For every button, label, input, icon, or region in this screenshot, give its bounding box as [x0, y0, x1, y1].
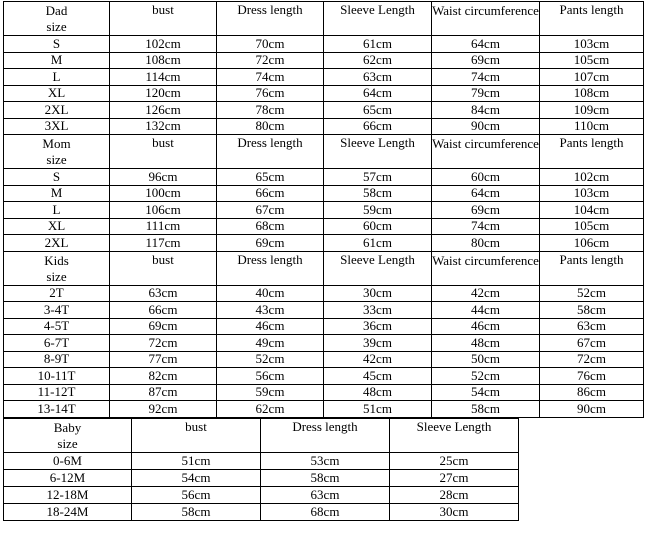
- table-row: [4, 202, 644, 219]
- baby-size-table: [3, 418, 519, 521]
- measurement-cell: 42cm: [432, 285, 540, 302]
- size-cell: L: [4, 202, 110, 219]
- mom-size-label: [4, 135, 110, 169]
- measurement-cell: 63cm: [110, 285, 217, 302]
- measurement-cell: 64cm: [432, 185, 540, 202]
- dad-label-line1: Dad: [45, 3, 68, 18]
- measurement-cell: 53cm: [261, 452, 390, 469]
- measurement-cell: 64cm: [432, 36, 540, 53]
- measurement-cell: 114cm: [110, 69, 217, 86]
- measurement-cell: 51cm: [132, 452, 261, 469]
- table-row: [4, 52, 644, 69]
- measurement-cell: 62cm: [217, 401, 324, 418]
- measurement-cell: 120cm: [110, 85, 217, 102]
- measurement-cell: 79cm: [432, 85, 540, 102]
- measurement-cell: 59cm: [324, 202, 432, 219]
- measurement-cell: 68cm: [217, 218, 324, 235]
- measurement-cell: 58cm: [324, 185, 432, 202]
- column-header: Sleeve Length: [324, 135, 432, 169]
- measurement-cell: 39cm: [324, 335, 432, 352]
- table-row: [4, 185, 644, 202]
- measurement-cell: 63cm: [540, 318, 644, 335]
- column-header: bust: [132, 418, 261, 452]
- measurement-cell: 46cm: [432, 318, 540, 335]
- column-header: Dress length: [217, 251, 324, 285]
- column-header: Sleeve Length: [324, 251, 432, 285]
- measurement-cell: 62cm: [324, 52, 432, 69]
- measurement-cell: 44cm: [432, 302, 540, 319]
- column-header: Dress length: [261, 418, 390, 452]
- baby-label-line2: size: [57, 435, 78, 451]
- size-cell: S: [4, 169, 110, 186]
- measurement-cell: 69cm: [217, 235, 324, 252]
- measurement-cell: 36cm: [324, 318, 432, 335]
- size-cell: 3-4T: [4, 302, 110, 319]
- measurement-cell: 52cm: [432, 368, 540, 385]
- measurement-cell: 108cm: [110, 52, 217, 69]
- table-row: [4, 318, 644, 335]
- measurement-cell: 70cm: [217, 36, 324, 53]
- measurement-cell: 117cm: [110, 235, 217, 252]
- size-cell: 2XL: [4, 102, 110, 119]
- size-cell: M: [4, 52, 110, 69]
- measurement-cell: 74cm: [432, 69, 540, 86]
- measurement-cell: 69cm: [432, 52, 540, 69]
- measurement-cell: 30cm: [390, 503, 519, 520]
- size-cell: 18-24M: [4, 503, 132, 520]
- size-cell: XL: [4, 85, 110, 102]
- measurement-cell: 105cm: [540, 52, 644, 69]
- size-cell: 6-12M: [4, 469, 132, 486]
- measurement-cell: 54cm: [432, 384, 540, 401]
- measurement-cell: 100cm: [110, 185, 217, 202]
- measurement-cell: 65cm: [324, 102, 432, 119]
- size-cell: 3XL: [4, 118, 110, 135]
- table-row: [4, 102, 644, 119]
- dad-size-label: [4, 2, 110, 36]
- measurement-cell: 92cm: [110, 401, 217, 418]
- measurement-cell: 108cm: [540, 85, 644, 102]
- measurement-cell: 25cm: [390, 452, 519, 469]
- table-row: [4, 469, 519, 486]
- measurement-cell: 132cm: [110, 118, 217, 135]
- measurement-cell: 69cm: [110, 318, 217, 335]
- mom-header-row: [4, 135, 644, 169]
- measurement-cell: 61cm: [324, 235, 432, 252]
- size-cell: L: [4, 69, 110, 86]
- column-header: bust: [110, 2, 217, 36]
- table-row: [4, 285, 644, 302]
- size-cell: XL: [4, 218, 110, 235]
- table-row: [4, 69, 644, 86]
- measurement-cell: 74cm: [217, 69, 324, 86]
- measurement-cell: 90cm: [432, 118, 540, 135]
- measurement-cell: 54cm: [132, 469, 261, 486]
- measurement-cell: 52cm: [540, 285, 644, 302]
- table-row: [4, 452, 519, 469]
- column-header: Dress length: [217, 2, 324, 36]
- column-header: bust: [110, 135, 217, 169]
- measurement-cell: 109cm: [540, 102, 644, 119]
- column-header: Pants length: [540, 251, 644, 285]
- table-row: [4, 85, 644, 102]
- measurement-cell: 102cm: [540, 169, 644, 186]
- baby-header-row: [4, 418, 519, 452]
- measurement-cell: 50cm: [432, 351, 540, 368]
- measurement-cell: 28cm: [390, 486, 519, 503]
- measurement-cell: 58cm: [540, 302, 644, 319]
- baby-size-label: [4, 418, 132, 452]
- measurement-cell: 51cm: [324, 401, 432, 418]
- column-header: Sleeve Length: [324, 2, 432, 36]
- measurement-cell: 52cm: [217, 351, 324, 368]
- measurement-cell: 86cm: [540, 384, 644, 401]
- size-cell: 6-7T: [4, 335, 110, 352]
- measurement-cell: 110cm: [540, 118, 644, 135]
- column-header: Dress length: [217, 135, 324, 169]
- measurement-cell: 76cm: [540, 368, 644, 385]
- size-cell: 4-5T: [4, 318, 110, 335]
- table-row: [4, 401, 644, 418]
- size-cell: 2T: [4, 285, 110, 302]
- size-cell: 8-9T: [4, 351, 110, 368]
- measurement-cell: 72cm: [110, 335, 217, 352]
- measurement-cell: 67cm: [217, 202, 324, 219]
- measurement-cell: 57cm: [324, 169, 432, 186]
- measurement-cell: 96cm: [110, 169, 217, 186]
- mom-label-line1: Mom: [42, 136, 71, 151]
- measurement-cell: 106cm: [110, 202, 217, 219]
- measurement-cell: 107cm: [540, 69, 644, 86]
- table-row: [4, 486, 519, 503]
- kids-size-label: [4, 251, 110, 285]
- measurement-cell: 66cm: [110, 302, 217, 319]
- column-header: Sleeve Length: [390, 418, 519, 452]
- measurement-cell: 72cm: [540, 351, 644, 368]
- size-cell: 0-6M: [4, 452, 132, 469]
- measurement-cell: 46cm: [217, 318, 324, 335]
- table-row: [4, 368, 644, 385]
- measurement-cell: 58cm: [132, 503, 261, 520]
- column-header: Waist circumference: [432, 135, 540, 169]
- measurement-cell: 84cm: [432, 102, 540, 119]
- measurement-cell: 33cm: [324, 302, 432, 319]
- measurement-cell: 48cm: [324, 384, 432, 401]
- measurement-cell: 126cm: [110, 102, 217, 119]
- column-header: Waist circumference: [432, 251, 540, 285]
- table-row: [4, 36, 644, 53]
- measurement-cell: 58cm: [432, 401, 540, 418]
- adult-kids-size-table: [3, 1, 644, 418]
- measurement-cell: 63cm: [261, 486, 390, 503]
- measurement-cell: 56cm: [132, 486, 261, 503]
- measurement-cell: 80cm: [432, 235, 540, 252]
- measurement-cell: 63cm: [324, 69, 432, 86]
- measurement-cell: 58cm: [261, 469, 390, 486]
- table-row: [4, 503, 519, 520]
- measurement-cell: 43cm: [217, 302, 324, 319]
- size-cell: 13-14T: [4, 401, 110, 418]
- measurement-cell: 90cm: [540, 401, 644, 418]
- measurement-cell: 104cm: [540, 202, 644, 219]
- measurement-cell: 67cm: [540, 335, 644, 352]
- size-cell: M: [4, 185, 110, 202]
- kids-label-line1: Kids: [44, 252, 69, 268]
- measurement-cell: 102cm: [110, 36, 217, 53]
- dad-label-line2: size: [46, 19, 67, 34]
- size-cell: S: [4, 36, 110, 53]
- table-row: [4, 351, 644, 368]
- measurement-cell: 61cm: [324, 36, 432, 53]
- measurement-cell: 60cm: [432, 169, 540, 186]
- kids-header-row: [4, 251, 644, 285]
- measurement-cell: 80cm: [217, 118, 324, 135]
- table-row: [4, 118, 644, 135]
- measurement-cell: 103cm: [540, 185, 644, 202]
- measurement-cell: 64cm: [324, 85, 432, 102]
- measurement-cell: 87cm: [110, 384, 217, 401]
- measurement-cell: 69cm: [432, 202, 540, 219]
- mom-label-line2: size: [46, 152, 67, 167]
- column-header: Waist circumference: [432, 2, 540, 36]
- table-row: [4, 235, 644, 252]
- size-cell: 11-12T: [4, 384, 110, 401]
- measurement-cell: 48cm: [432, 335, 540, 352]
- measurement-cell: 60cm: [324, 218, 432, 235]
- measurement-cell: 82cm: [110, 368, 217, 385]
- measurement-cell: 111cm: [110, 218, 217, 235]
- measurement-cell: 72cm: [217, 52, 324, 69]
- measurement-cell: 56cm: [217, 368, 324, 385]
- measurement-cell: 105cm: [540, 218, 644, 235]
- measurement-cell: 78cm: [217, 102, 324, 119]
- dad-header-row: [4, 2, 644, 36]
- measurement-cell: 76cm: [217, 85, 324, 102]
- table-row: [4, 302, 644, 319]
- measurement-cell: 66cm: [324, 118, 432, 135]
- size-cell: 10-11T: [4, 368, 110, 385]
- column-header: Pants length: [540, 135, 644, 169]
- measurement-cell: 106cm: [540, 235, 644, 252]
- measurement-cell: 30cm: [324, 285, 432, 302]
- measurement-cell: 77cm: [110, 351, 217, 368]
- measurement-cell: 42cm: [324, 351, 432, 368]
- table-row: [4, 218, 644, 235]
- column-header: bust: [110, 251, 217, 285]
- measurement-cell: 49cm: [217, 335, 324, 352]
- size-cell: 12-18M: [4, 486, 132, 503]
- baby-label-line1: Baby: [53, 419, 82, 435]
- table-row: [4, 169, 644, 186]
- measurement-cell: 74cm: [432, 218, 540, 235]
- table-row: [4, 335, 644, 352]
- measurement-cell: 27cm: [390, 469, 519, 486]
- measurement-cell: 59cm: [217, 384, 324, 401]
- column-header: Pants length: [540, 2, 644, 36]
- table-row: [4, 384, 644, 401]
- size-cell: 2XL: [4, 235, 110, 252]
- kids-label-line2: size: [46, 268, 67, 284]
- measurement-cell: 45cm: [324, 368, 432, 385]
- measurement-cell: 68cm: [261, 503, 390, 520]
- measurement-cell: 40cm: [217, 285, 324, 302]
- measurement-cell: 66cm: [217, 185, 324, 202]
- measurement-cell: 103cm: [540, 36, 644, 53]
- size-chart: [3, 1, 644, 521]
- measurement-cell: 65cm: [217, 169, 324, 186]
